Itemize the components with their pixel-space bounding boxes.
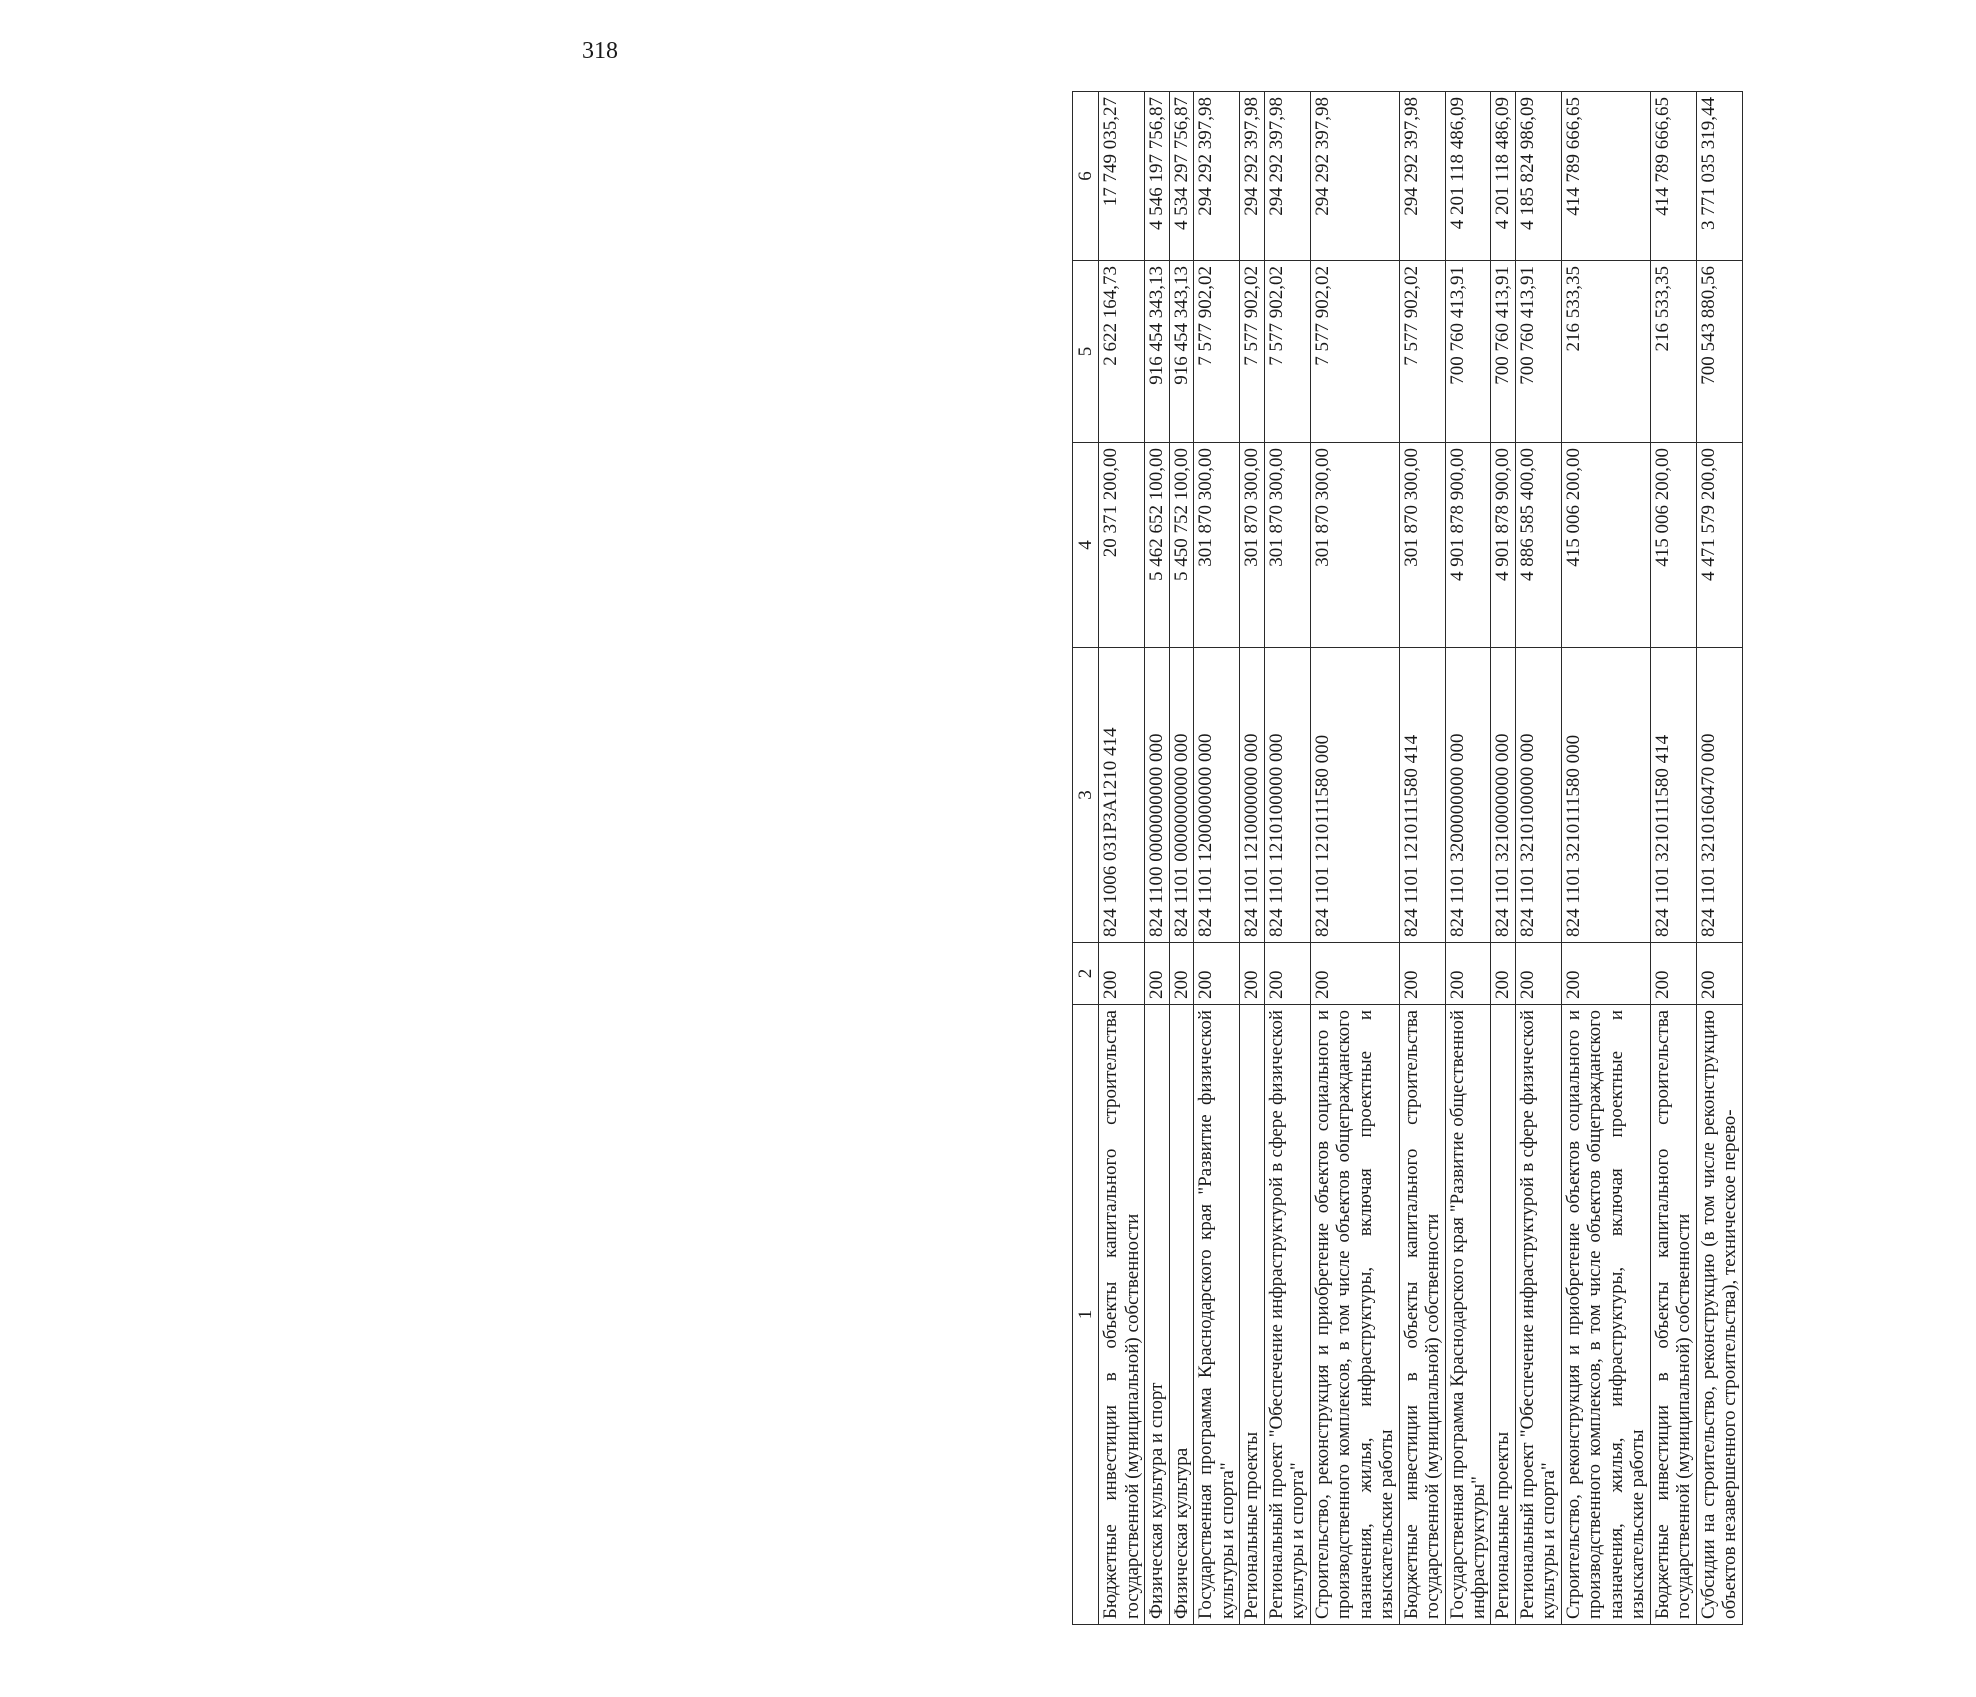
table-cell-v5: 700 543 880,56 xyxy=(1696,261,1742,443)
table-cell-code3: 824 1101 3210111580 000 xyxy=(1561,648,1650,943)
table-cell-v6: 414 789 666,65 xyxy=(1561,92,1650,261)
table-cell-v4: 301 870 300,00 xyxy=(1264,443,1310,648)
table-cell-v4: 4 471 579 200,00 xyxy=(1696,443,1742,648)
table-cell-code2: 200 xyxy=(1650,943,1696,1005)
table-cell-v5: 700 760 413,91 xyxy=(1491,261,1515,443)
rotated-table-wrapper xyxy=(168,92,1741,1625)
table-cell-v6: 17 749 035,27 xyxy=(1099,92,1145,261)
table-cell-code2: 200 xyxy=(1169,943,1193,1005)
budget-table xyxy=(1072,91,1743,1625)
table-cell-code2: 200 xyxy=(1099,943,1145,1005)
table-cell-v6: 4 534 297 756,87 xyxy=(1169,92,1193,261)
table-row xyxy=(1194,92,1240,1625)
table-cell-v5: 7 577 902,02 xyxy=(1240,261,1264,443)
table-cell-code2: 200 xyxy=(1696,943,1742,1005)
table-cell-v5: 700 760 413,91 xyxy=(1515,261,1561,443)
table-cell-name: Строительство, реконструкция и приобретение объектов социального и производственного комплексов, в том числе объектов общегражданского назначения, жилья, инфраструктуры, включая проектные и изыскательские работы xyxy=(1561,1005,1650,1625)
table-cell-v4: 5 450 752 100,00 xyxy=(1169,443,1193,648)
table-cell-code2: 200 xyxy=(1515,943,1561,1005)
table-header-row xyxy=(1073,92,1099,1625)
table-cell-name: Бюджетные инвестиции в объекты капитального строительства государственной (муниципальной) собственности xyxy=(1399,1005,1445,1625)
table-cell-code3: 824 1101 1210100000 000 xyxy=(1264,648,1310,943)
table-cell-v4: 301 870 300,00 xyxy=(1194,443,1240,648)
table-cell-v4: 301 870 300,00 xyxy=(1399,443,1445,648)
table-cell-v6: 294 292 397,98 xyxy=(1240,92,1264,261)
table-cell-v5: 7 577 902,02 xyxy=(1264,261,1310,443)
column-header: 4 xyxy=(1073,443,1099,648)
table-cell-name: Региональный проект "Обеспечение инфраструктурой в сфере физической культуры и спорта" xyxy=(1515,1005,1561,1625)
table-cell-name: Бюджетные инвестиции в объекты капитального строительства государственной (муниципальной) собственности xyxy=(1099,1005,1145,1625)
table-cell-v6: 414 789 666,65 xyxy=(1650,92,1696,261)
table-cell-code2: 200 xyxy=(1445,943,1491,1005)
table-cell-v4: 415 006 200,00 xyxy=(1650,443,1696,648)
table-cell-v5: 916 454 343,13 xyxy=(1145,261,1169,443)
table-cell-name: Физическая культура xyxy=(1169,1005,1193,1625)
table-cell-v4: 4 901 878 900,00 xyxy=(1445,443,1491,648)
table-row xyxy=(1099,92,1145,1625)
table-cell-v4: 301 870 300,00 xyxy=(1240,443,1264,648)
table-cell-name: Региональный проект "Обеспечение инфраструктурой в сфере физической культуры и спорта" xyxy=(1264,1005,1310,1625)
table-cell-v6: 3 771 035 319,44 xyxy=(1696,92,1742,261)
table-cell-name: Физическая культура и спорт xyxy=(1145,1005,1169,1625)
table-cell-code3: 824 1101 3210100000 000 xyxy=(1515,648,1561,943)
table-cell-code3: 824 1101 0000000000 000 xyxy=(1169,648,1193,943)
table-cell-v6: 294 292 397,98 xyxy=(1194,92,1240,261)
table-cell-v6: 294 292 397,98 xyxy=(1264,92,1310,261)
table-cell-v5: 7 577 902,02 xyxy=(1310,261,1399,443)
table-cell-v4: 5 462 652 100,00 xyxy=(1145,443,1169,648)
table-cell-v5: 216 533,35 xyxy=(1650,261,1696,443)
table-cell-v6: 4 201 118 486,09 xyxy=(1445,92,1491,261)
table-cell-code3: 824 1101 1210111580 000 xyxy=(1310,648,1399,943)
table-cell-name: Региональные проекты xyxy=(1491,1005,1515,1625)
table-row xyxy=(1650,92,1696,1625)
table-cell-code3: 824 1101 3210111580 414 xyxy=(1650,648,1696,943)
table-cell-v6: 294 292 397,98 xyxy=(1310,92,1399,261)
table-cell-name: Бюджетные инвестиции в объекты капитального строительства государственной (муниципальной) собственности xyxy=(1650,1005,1696,1625)
table-cell-v6: 4 185 824 986,09 xyxy=(1515,92,1561,261)
table-cell-code2: 200 xyxy=(1145,943,1169,1005)
table-row xyxy=(1696,92,1742,1625)
table-cell-code2: 200 xyxy=(1399,943,1445,1005)
page-number: 318 xyxy=(582,38,618,64)
table-cell-code3: 824 1101 3210160470 000 xyxy=(1696,648,1742,943)
table-row xyxy=(1445,92,1491,1625)
table-cell-v5: 916 454 343,13 xyxy=(1169,261,1193,443)
table-cell-v6: 4 546 197 756,87 xyxy=(1145,92,1169,261)
column-header: 3 xyxy=(1073,648,1099,943)
table-cell-code3: 824 1101 1210111580 414 xyxy=(1399,648,1445,943)
table-row xyxy=(1240,92,1264,1625)
table-cell-code3: 824 1101 1200000000 000 xyxy=(1194,648,1240,943)
table-cell-code3: 824 1101 3210000000 000 xyxy=(1491,648,1515,943)
table-cell-code2: 200 xyxy=(1264,943,1310,1005)
table-row xyxy=(1169,92,1193,1625)
table-sheet xyxy=(1072,92,1976,1625)
table-cell-name: Субсидии на строительство, реконструкцию (в том числе реконструкцию объектов незавершенного строительства), техническое перево- xyxy=(1696,1005,1742,1625)
table-row xyxy=(1491,92,1515,1625)
table-cell-v6: 4 201 118 486,09 xyxy=(1491,92,1515,261)
table-cell-code3: 824 1006 031P3A1210 414 xyxy=(1099,648,1145,943)
table-cell-code2: 200 xyxy=(1310,943,1399,1005)
table-cell-v6: 294 292 397,98 xyxy=(1399,92,1445,261)
column-header: 2 xyxy=(1073,943,1099,1005)
table-cell-v5: 2 622 164,73 xyxy=(1099,261,1145,443)
table-cell-code2: 200 xyxy=(1561,943,1650,1005)
table-row xyxy=(1399,92,1445,1625)
column-header: 6 xyxy=(1073,92,1099,261)
table-row xyxy=(1515,92,1561,1625)
table-cell-code3: 824 1101 1210000000 000 xyxy=(1240,648,1264,943)
column-header: 1 xyxy=(1073,1005,1099,1625)
table-cell-v5: 7 577 902,02 xyxy=(1399,261,1445,443)
table-cell-name: Строительство, реконструкция и приобретение объектов социального и производственного комплексов, в том числе объектов общегражданского назначения, жилья, инфраструктуры, включая проектные и изыскательские работы xyxy=(1310,1005,1399,1625)
table-body xyxy=(1099,92,1742,1625)
table-cell-name: Региональные проекты xyxy=(1240,1005,1264,1625)
table-cell-v5: 7 577 902,02 xyxy=(1194,261,1240,443)
table-cell-v5: 216 533,35 xyxy=(1561,261,1650,443)
table-cell-v4: 20 371 200,00 xyxy=(1099,443,1145,648)
column-header: 5 xyxy=(1073,261,1099,443)
table-cell-v4: 4 901 878 900,00 xyxy=(1491,443,1515,648)
table-row xyxy=(1264,92,1310,1625)
table-row xyxy=(1310,92,1399,1625)
table-cell-v4: 4 886 585 400,00 xyxy=(1515,443,1561,648)
table-row xyxy=(1145,92,1169,1625)
table-cell-name: Государственная программа Краснодарского края "Развитие общественной инфраструктуры" xyxy=(1445,1005,1491,1625)
table-cell-v4: 301 870 300,00 xyxy=(1310,443,1399,648)
table-cell-v5: 700 760 413,91 xyxy=(1445,261,1491,443)
table-cell-code2: 200 xyxy=(1491,943,1515,1005)
table-cell-code3: 824 1101 3200000000 000 xyxy=(1445,648,1491,943)
table-cell-code3: 824 1100 0000000000 000 xyxy=(1145,648,1169,943)
table-cell-code2: 200 xyxy=(1194,943,1240,1005)
table-row xyxy=(1561,92,1650,1625)
table-cell-name: Государственная программа Краснодарского края "Развитие физической культуры и спорта" xyxy=(1194,1005,1240,1625)
table-cell-v4: 415 006 200,00 xyxy=(1561,443,1650,648)
table-cell-code2: 200 xyxy=(1240,943,1264,1005)
